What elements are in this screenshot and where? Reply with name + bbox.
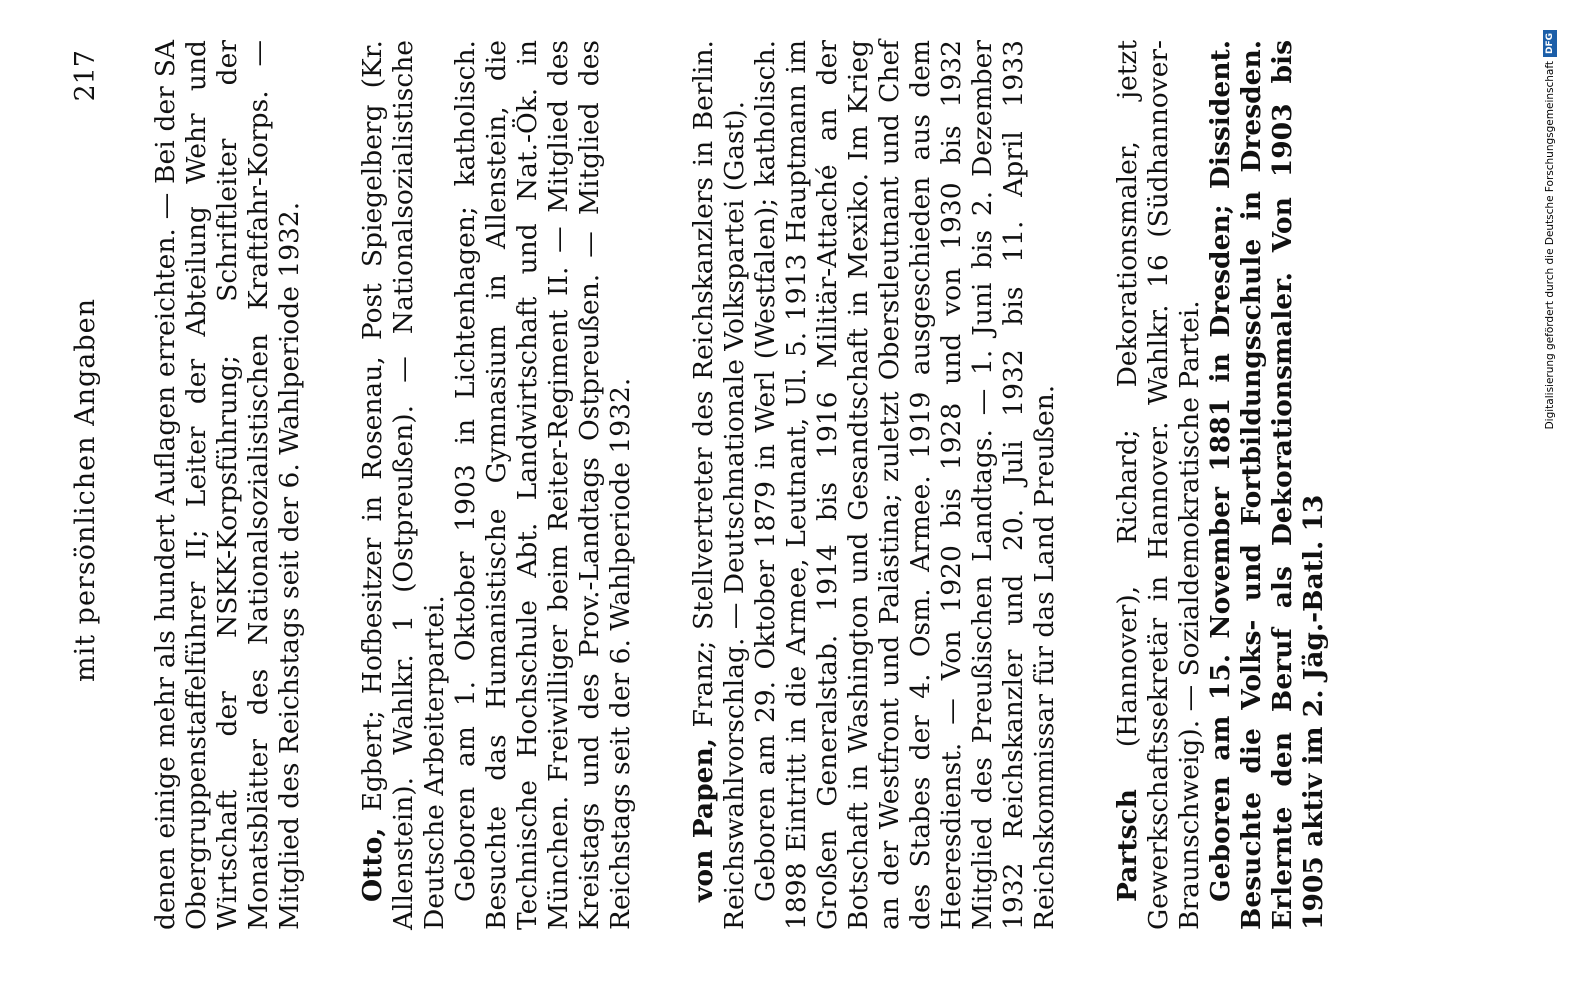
continued-paragraph: denen einige mehr als hundert Auflagen erreichten. — Bei der SA Obergruppenstaffelführer II; Leiter der Abteilung Wehr und Wirtschaft der NSKK-Korpsführung; Schriftleiter der Monatsblätter des Nationalsozialistischen Kraftfahr-Korps. — Mitglied des Reichstags seit der 6. Wahlperiode 1932. — [150, 40, 305, 930]
credit-text: Digitalisierung gefördert durch die Deutsche Forschungsgemeinschaft — [1544, 61, 1556, 430]
entry-otto-intro — [357, 40, 450, 930]
entry-papen — [688, 40, 1060, 930]
digitization-credit — [1535, 30, 1565, 990]
running-head-title: mit persönlichen Angaben — [70, 298, 101, 682]
entry-partsch-bio: Geboren am 15. November 1881 in Dresden; Dissident. Besuchte die Volks- und Fortbildungsschule in Dresden. Erlernte den Beruf als Dekorationsmaler. Von 1903 bis 1905 aktiv im 2. Jäg.-Batl. 13 — [1205, 40, 1329, 930]
dfg-logo: DFG — [1543, 30, 1557, 57]
entry-papen-intro — [688, 40, 750, 930]
entry-papen-bio: Geboren am 29. Oktober 1879 in Werl (Westfalen); katholisch. 1898 Eintritt in die Armee, Leutnant, Ul. 5. 1913 Hauptmann im Großen Generalstab. 1914 bis 1916 Militär-Attaché an der Botschaft in Washington und Gesandtschaft in Mexiko. Im Krieg an der Westfront und Palästina; zuletzt Oberstleutnant und Chef des Stabes der 4. Osm. Armee. 1919 ausgeschieden aus dem Heeresdienst. — Von 1920 bis 1928 und von 1930 bis 1932 Mitglied des Preußischen Landtags. — 1. Juni bis 2. Dezember 1932 Reichskanzler und 20. Juli 1932 bis 11. April 1933 Reichskommissar für das Land Preußen. — [750, 40, 1060, 930]
entry-papen-intro-text: Franz; Stellvertreter des Reichskanzlers in Berlin. Reichswahlvorschlag. — Deutschnationale Volkspartei (Gast). — [688, 40, 750, 930]
digitization-credit-text — [1535, 30, 1565, 990]
entry-otto-name: Otto, — [357, 827, 388, 902]
entry-otto-bio: Geboren am 1. Oktober 1903 in Lichtenhagen; katholisch. Besuchte das Humanistische Gymnasium in Allenstein, die Technische Hochschule Abt. Landwirtschaft und Nat.-Ök. in München. Freiwilliger beim Reiter-Regiment II. — Mitglied des Kreistags und des Prov.-Landtags Ostpreußen. — Mitglied des Reichstags seit der 6. Wahlperiode 1932. — [450, 40, 636, 930]
page-number: 217 — [70, 50, 101, 102]
entry-otto-intro-text: Egbert; Hofbesitzer in Rosenau, Post Spiegelberg (Kr. Allenstein). Wahlkr. 1 (Ostpreußen). — Nationalsozialistische Deutsche Arbeiterpartei. — [357, 40, 450, 930]
entry-otto — [357, 40, 636, 930]
running-head — [70, 50, 110, 930]
entry-partsch-name: Partsch — [1112, 789, 1143, 902]
entry-partsch — [1112, 40, 1329, 930]
entry-partsch-intro-text: (Hannover), Richard; Dekorationsmaler, jetzt Gewerkschaftssekretär in Hannover. Wahlkr. 16 (Südhannover-Braunschweig). — Sozialdemokratische Partei. — [1112, 40, 1205, 930]
entry-papen-name: von Papen, — [688, 738, 719, 902]
entry-partsch-intro — [1112, 40, 1205, 930]
text-block — [150, 40, 1329, 930]
